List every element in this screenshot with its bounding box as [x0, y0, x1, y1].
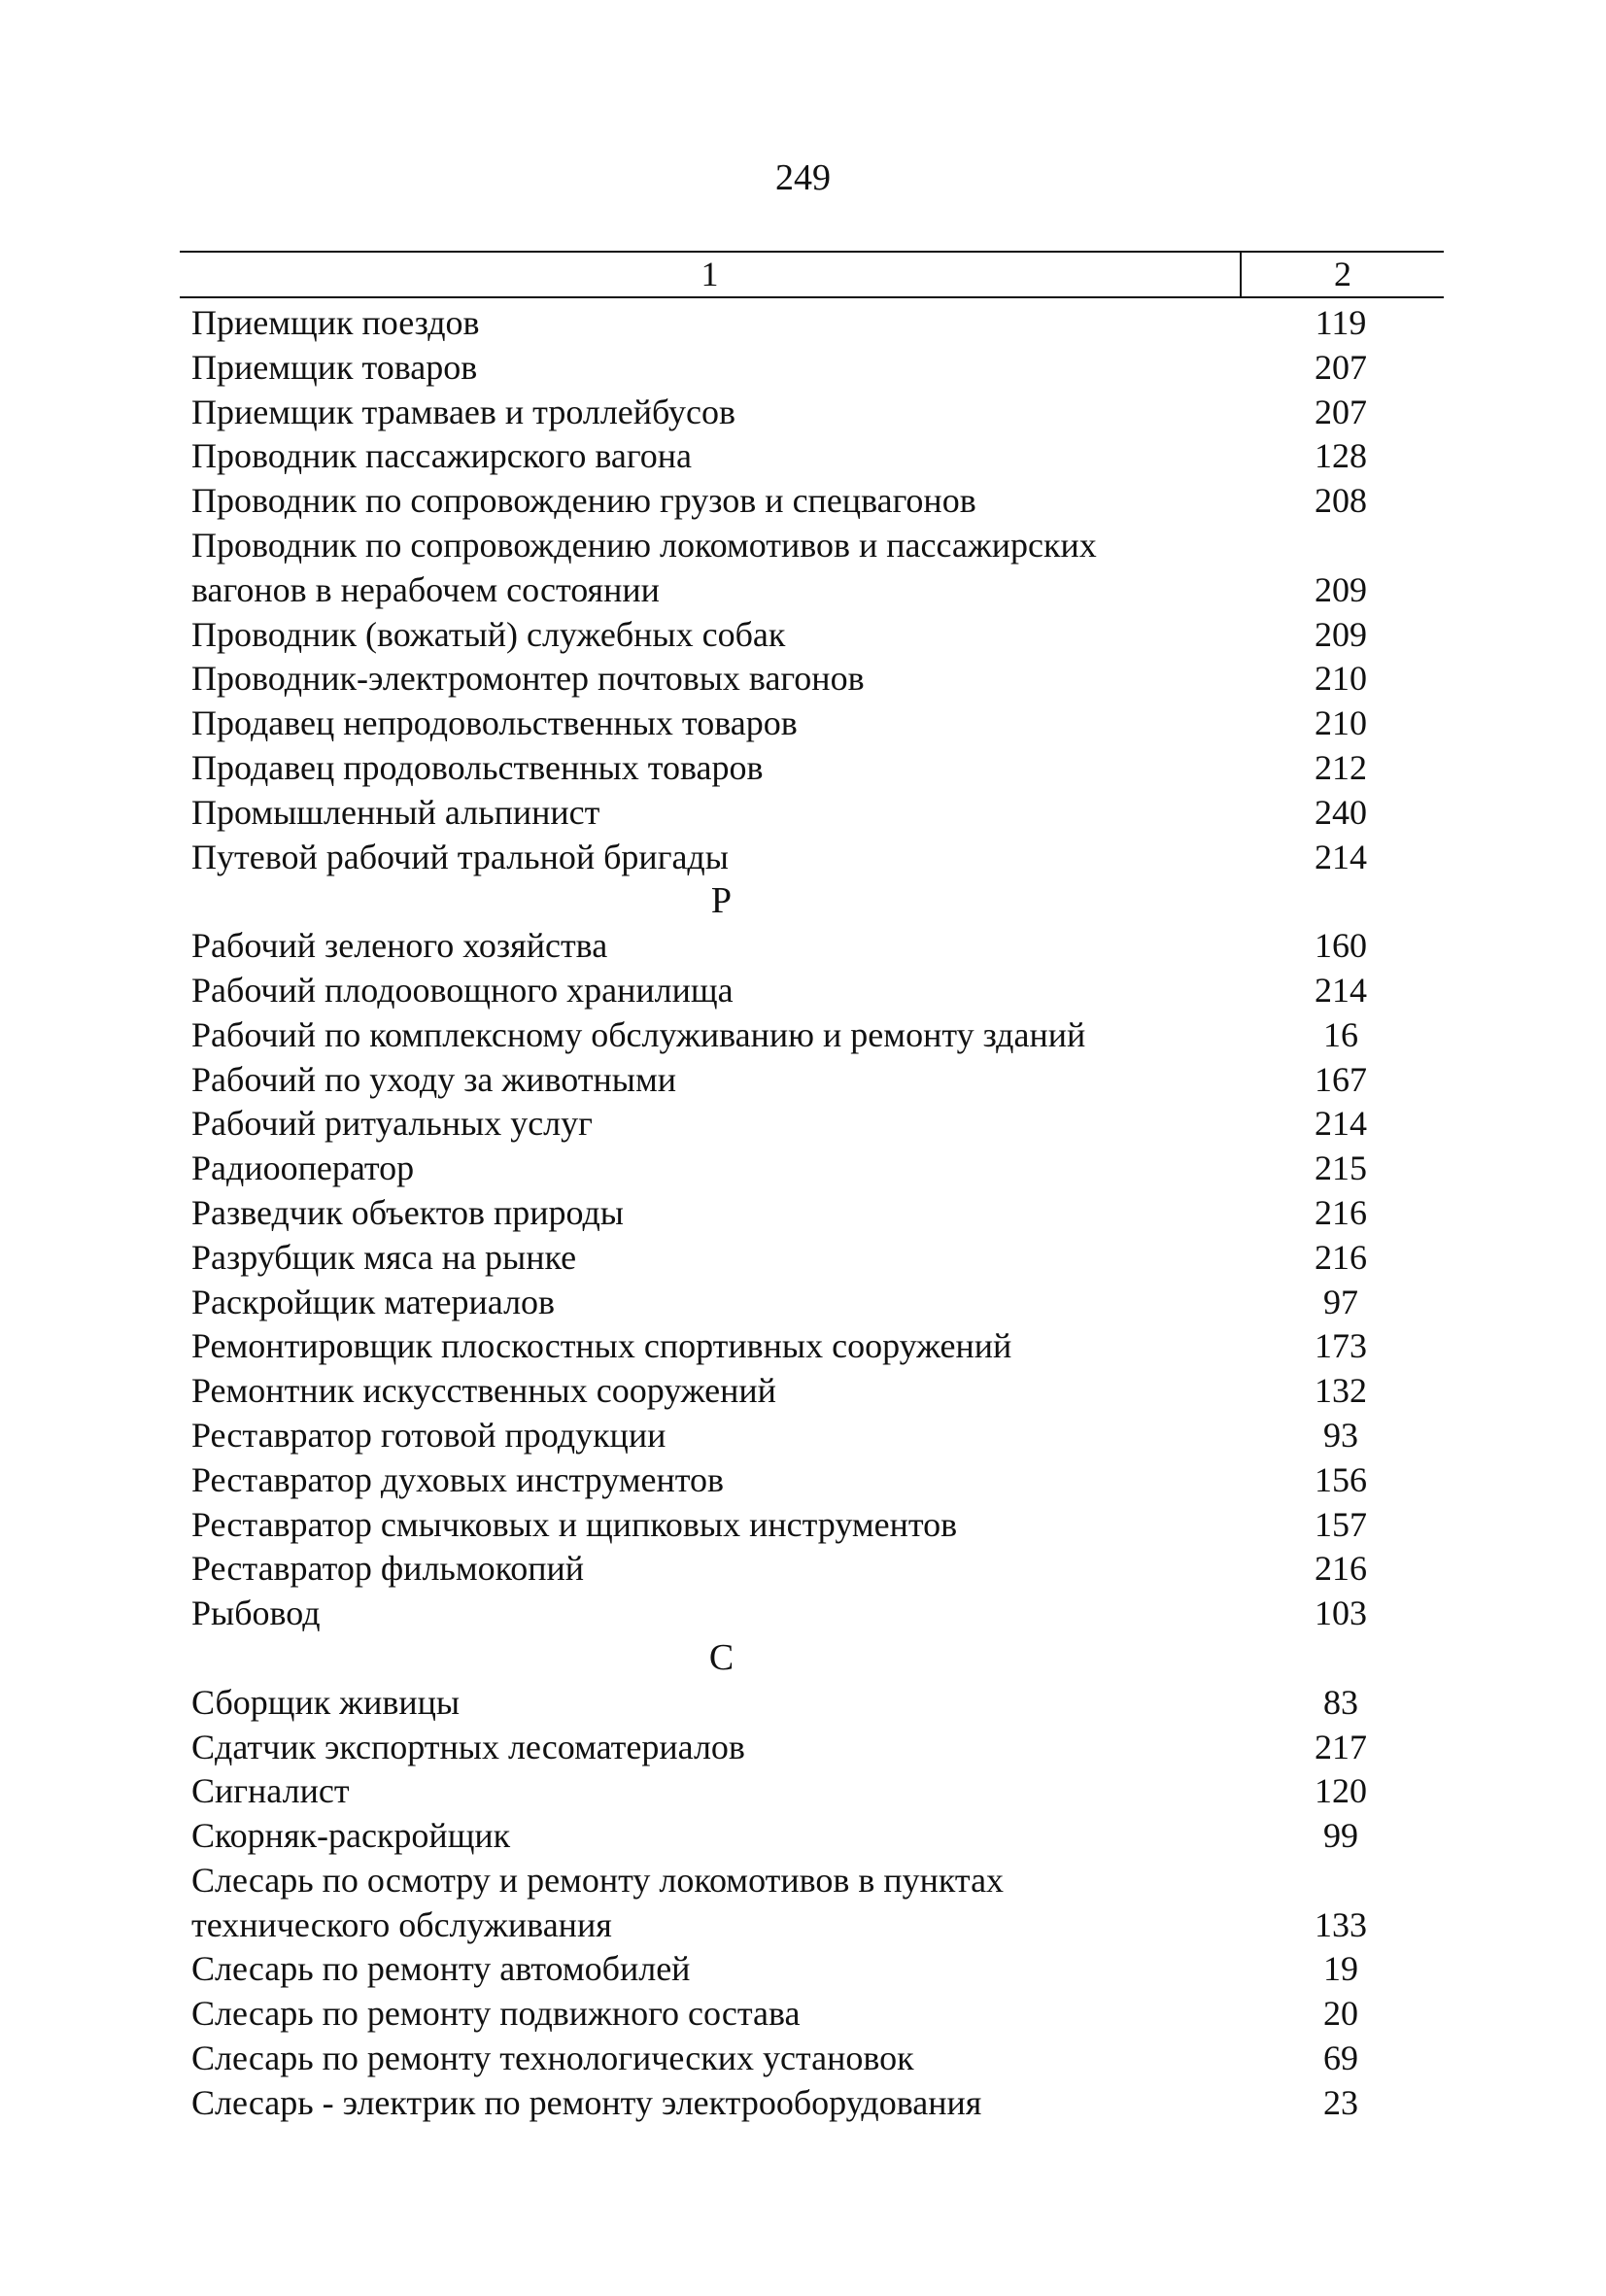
- table-row: [180, 1324, 1444, 1369]
- table-row: [180, 657, 1444, 702]
- table-row: [180, 524, 1444, 568]
- table-row: [180, 1769, 1444, 1814]
- table-row: [180, 2081, 1444, 2126]
- page-reference: 16: [1323, 1014, 1358, 1054]
- column-header-page: 2: [1334, 255, 1351, 293]
- occupation-name: Скорняк-раскройщик: [191, 1816, 511, 1856]
- occupation-name: вагонов в нерабочем состоянии: [191, 569, 660, 609]
- occupation-name: Реставратор духовых инструментов: [191, 1459, 724, 1499]
- page-reference: 210: [1315, 659, 1367, 699]
- occupation-name: технического обслуживания: [191, 1904, 612, 1944]
- page-number: 249: [775, 157, 831, 198]
- table-row: [180, 1592, 1444, 1636]
- table-row: [180, 1726, 1444, 1770]
- column-header-name: 1: [180, 253, 1242, 296]
- occupation-name: Приемщик трамваев и троллейбусов: [191, 392, 735, 431]
- occupation-name: Слесарь по ремонту технологических установок: [191, 2039, 914, 2078]
- page-reference: 207: [1315, 347, 1367, 387]
- occupation-name: Ремонтник искусственных сооружений: [191, 1371, 776, 1411]
- table-row: [180, 1236, 1444, 1281]
- page-reference: 214: [1315, 1104, 1367, 1144]
- page-reference: 133: [1315, 1904, 1367, 1944]
- page-reference: 160: [1315, 926, 1367, 966]
- occupation-name: Проводник по сопровождению локомотивов и пассажирских: [191, 525, 1097, 565]
- occupation-name: Проводник по сопровождению грузов и спецвагонов: [191, 481, 976, 521]
- section-letter: С: [708, 1636, 735, 1678]
- table-row: [180, 1458, 1444, 1503]
- page-reference: 20: [1323, 1994, 1358, 2034]
- table-row: [180, 568, 1444, 613]
- table-row: [180, 2037, 1444, 2081]
- table-row: [180, 301, 1444, 346]
- page-reference: 69: [1323, 2039, 1358, 2078]
- occupation-name: Проводник пассажирского вагона: [191, 436, 692, 476]
- page-reference: 156: [1315, 1459, 1367, 1499]
- page-reference: 83: [1323, 1682, 1358, 1722]
- page-reference: 209: [1315, 569, 1367, 609]
- table-row: [180, 1102, 1444, 1147]
- page-reference: 210: [1315, 703, 1367, 743]
- occupation-name: Промышленный альпинист: [191, 792, 600, 832]
- page-reference: 217: [1315, 1727, 1367, 1766]
- occupation-name: Слесарь по ремонту автомобилей: [191, 1949, 691, 1989]
- occupation-name: Приемщик товаров: [191, 347, 478, 387]
- occupation-name: Рабочий плодоовощного хранилища: [191, 970, 734, 1010]
- page-reference: 215: [1315, 1148, 1367, 1188]
- occupation-name: Реставратор фильмокопий: [191, 1549, 585, 1589]
- occupation-name: Рабочий ритуальных услуг: [191, 1104, 593, 1144]
- table-body: [180, 298, 1444, 2126]
- table-row: [180, 1992, 1444, 2037]
- table-row: [180, 1281, 1444, 1325]
- table-row: [180, 434, 1444, 479]
- page-reference: 103: [1315, 1593, 1367, 1633]
- page-reference: 97: [1323, 1282, 1358, 1321]
- page-reference: 157: [1315, 1504, 1367, 1544]
- page-reference: 93: [1323, 1415, 1358, 1455]
- table-row: [180, 836, 1444, 880]
- occupation-name: Ремонтировщик плоскостных спортивных сооружений: [191, 1326, 1012, 1366]
- page-reference: 216: [1315, 1237, 1367, 1277]
- page-reference: 240: [1315, 792, 1367, 832]
- occupation-name: Приемщик поездов: [191, 303, 480, 342]
- occupation-name: Рабочий по комплексному обслуживанию и ремонту зданий: [191, 1014, 1086, 1054]
- occupation-name: Радиооператор: [191, 1148, 415, 1188]
- occupation-name: Сдатчик экспортных лесоматериалов: [191, 1727, 745, 1766]
- table-row: [180, 1191, 1444, 1236]
- page-reference: 212: [1315, 747, 1367, 787]
- page-reference: 207: [1315, 392, 1367, 431]
- page-reference: 216: [1315, 1549, 1367, 1589]
- occupation-name: Рыбовод: [191, 1593, 321, 1633]
- occupation-name: Рабочий по уходу за животными: [191, 1059, 677, 1099]
- page-reference: 99: [1323, 1816, 1358, 1856]
- table-row: [180, 1903, 1444, 1948]
- page-reference: 23: [1323, 2082, 1358, 2122]
- page-reference: 209: [1315, 614, 1367, 654]
- table-row: [180, 1414, 1444, 1458]
- occupation-name: Проводник-электромонтер почтовых вагонов: [191, 659, 865, 699]
- table-row: [180, 391, 1444, 435]
- table-row: [180, 346, 1444, 391]
- section-letter: Р: [710, 880, 733, 922]
- page-reference: 128: [1315, 436, 1367, 476]
- occupation-name: Слесарь по осмотру и ремонту локомотивов в пунктах: [191, 1860, 1005, 1900]
- page-reference: 214: [1315, 970, 1367, 1010]
- table-header: [180, 251, 1444, 298]
- occupation-name: Рабочий зеленого хозяйства: [191, 926, 608, 966]
- occupation-name: Слесарь - электрик по ремонту электрооборудования: [191, 2082, 982, 2122]
- table-row: [180, 613, 1444, 658]
- table-row: [180, 791, 1444, 836]
- occupation-name: Реставратор готовой продукции: [191, 1415, 666, 1455]
- page-reference: 173: [1315, 1326, 1367, 1366]
- occupation-name: Продавец непродовольственных товаров: [191, 703, 798, 743]
- table-row: [180, 1681, 1444, 1726]
- page-reference: 167: [1315, 1059, 1367, 1099]
- occupation-name: Разведчик объектов природы: [191, 1192, 624, 1232]
- occupation-index-table: [180, 251, 1444, 2126]
- occupation-name: Сборщик живицы: [191, 1682, 461, 1722]
- occupation-name: Слесарь по ремонту подвижного состава: [191, 1994, 801, 2034]
- occupation-name: Раскройщик материалов: [191, 1282, 556, 1321]
- table-row: [180, 1503, 1444, 1548]
- page-reference: 120: [1315, 1771, 1367, 1811]
- table-row: [180, 1147, 1444, 1191]
- occupation-name: Путевой рабочий тральной бригады: [191, 837, 729, 876]
- table-row: [180, 1947, 1444, 1992]
- page-reference: 214: [1315, 837, 1367, 876]
- table-row: [180, 924, 1444, 969]
- table-row: [180, 702, 1444, 746]
- occupation-name: Сигналист: [191, 1771, 350, 1811]
- table-row: [180, 1859, 1444, 1903]
- table-row: [180, 1369, 1444, 1414]
- table-row: [180, 1058, 1444, 1103]
- table-row: [180, 1547, 1444, 1592]
- page-reference: 208: [1315, 481, 1367, 521]
- occupation-name: Разрубщик мяса на рынке: [191, 1237, 577, 1277]
- page-reference: 119: [1315, 303, 1367, 342]
- table-row: [180, 746, 1444, 791]
- table-row: [180, 479, 1444, 524]
- page-reference: 216: [1315, 1192, 1367, 1232]
- occupation-name: Проводник (вожатый) служебных собак: [191, 614, 786, 654]
- page-reference: 19: [1323, 1949, 1358, 1989]
- occupation-name: Продавец продовольственных товаров: [191, 747, 764, 787]
- table-row: [180, 969, 1444, 1013]
- occupation-name: Реставратор смычковых и щипковых инструментов: [191, 1504, 958, 1544]
- table-row: [180, 1814, 1444, 1859]
- table-row: [180, 1013, 1444, 1058]
- page-reference: 132: [1315, 1371, 1367, 1411]
